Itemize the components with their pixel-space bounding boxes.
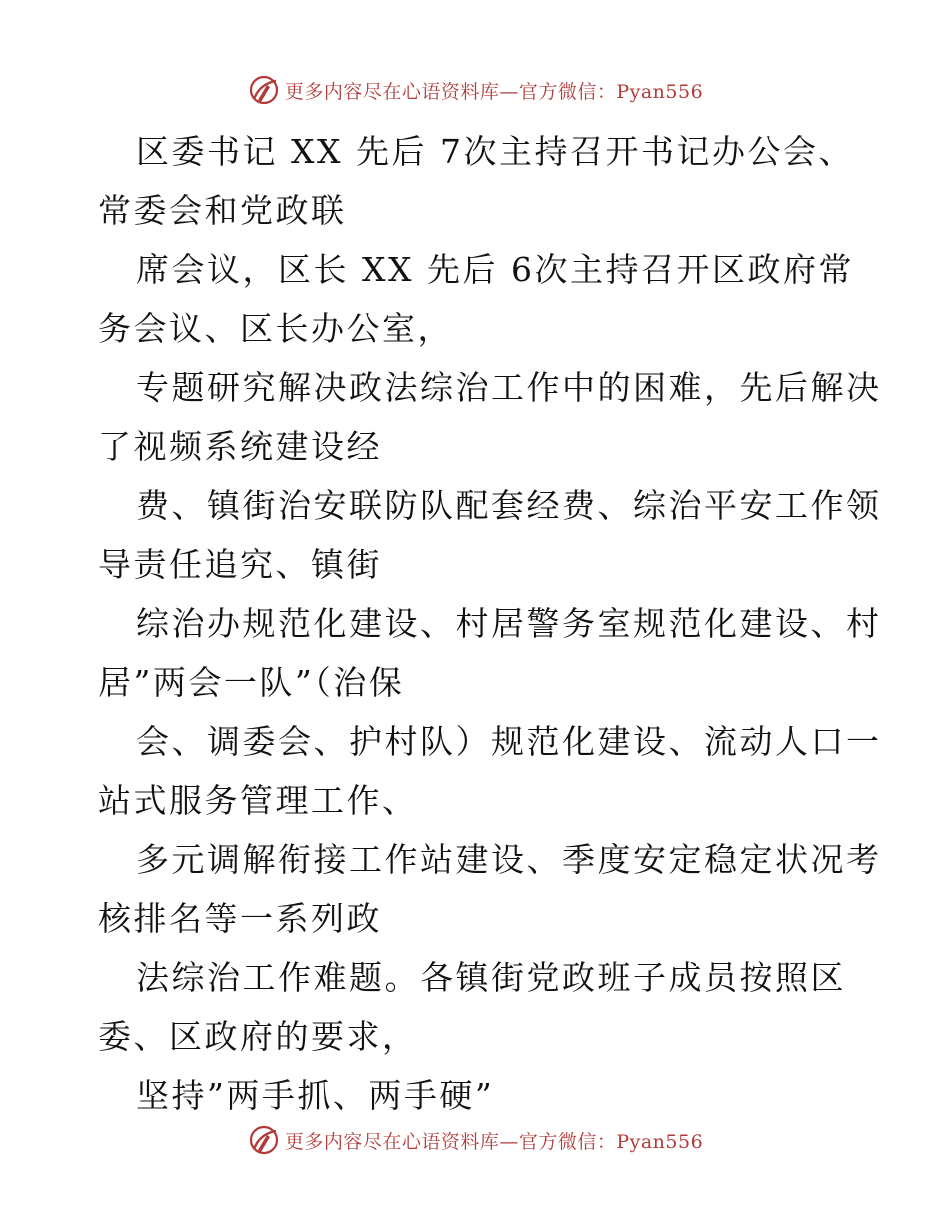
- body-line: 导责任追究、镇街: [98, 545, 382, 584]
- body-line: 专题研究解决政法综治工作中的困难，先后解决: [136, 368, 882, 407]
- watermark-text: 更多内容尽在心语资料库—官方微信：Pyan556: [284, 80, 704, 103]
- header-watermark: [0, 70, 950, 110]
- body-line: 核排名等一系列政: [98, 899, 382, 938]
- body-line: 了视频系统建设经: [98, 427, 382, 466]
- body-line: 常委会和党政联: [98, 191, 347, 230]
- document-body: [98, 122, 882, 1125]
- body-line: 费、镇街治安联防队配套经费、综治平安工作领: [136, 486, 882, 525]
- footer-watermark: [0, 1120, 950, 1160]
- pen-swirl-logo-icon: [247, 73, 281, 107]
- body-line: 务会议、区长办公室，: [98, 309, 453, 348]
- body-line: 站式服务管理工作、: [98, 781, 418, 820]
- body-line: 区委书记 XX 先后 7次主持召开书记办公会、: [136, 132, 854, 171]
- watermark-text: 更多内容尽在心语资料库—官方微信：Pyan556: [284, 1130, 704, 1153]
- body-line: 会、调委会、护村队）规范化建设、流动人口一: [136, 722, 882, 761]
- body-line: 居”两会一队”（治保: [98, 663, 405, 702]
- body-line: 法综治工作难题。各镇街党政班子成员按照区: [136, 958, 846, 997]
- body-line: 综治办规范化建设、村居警务室规范化建设、村: [136, 604, 882, 643]
- body-line: 席会议，区长 XX 先后 6次主持召开区政府常: [136, 250, 854, 289]
- body-line: 坚持”两手抓、两手硬”: [136, 1076, 495, 1115]
- body-line: 多元调解衔接工作站建设、季度安定稳定状况考: [136, 840, 882, 879]
- body-line: 委、区政府的要求，: [98, 1017, 418, 1056]
- pen-swirl-logo-icon: [247, 1123, 281, 1157]
